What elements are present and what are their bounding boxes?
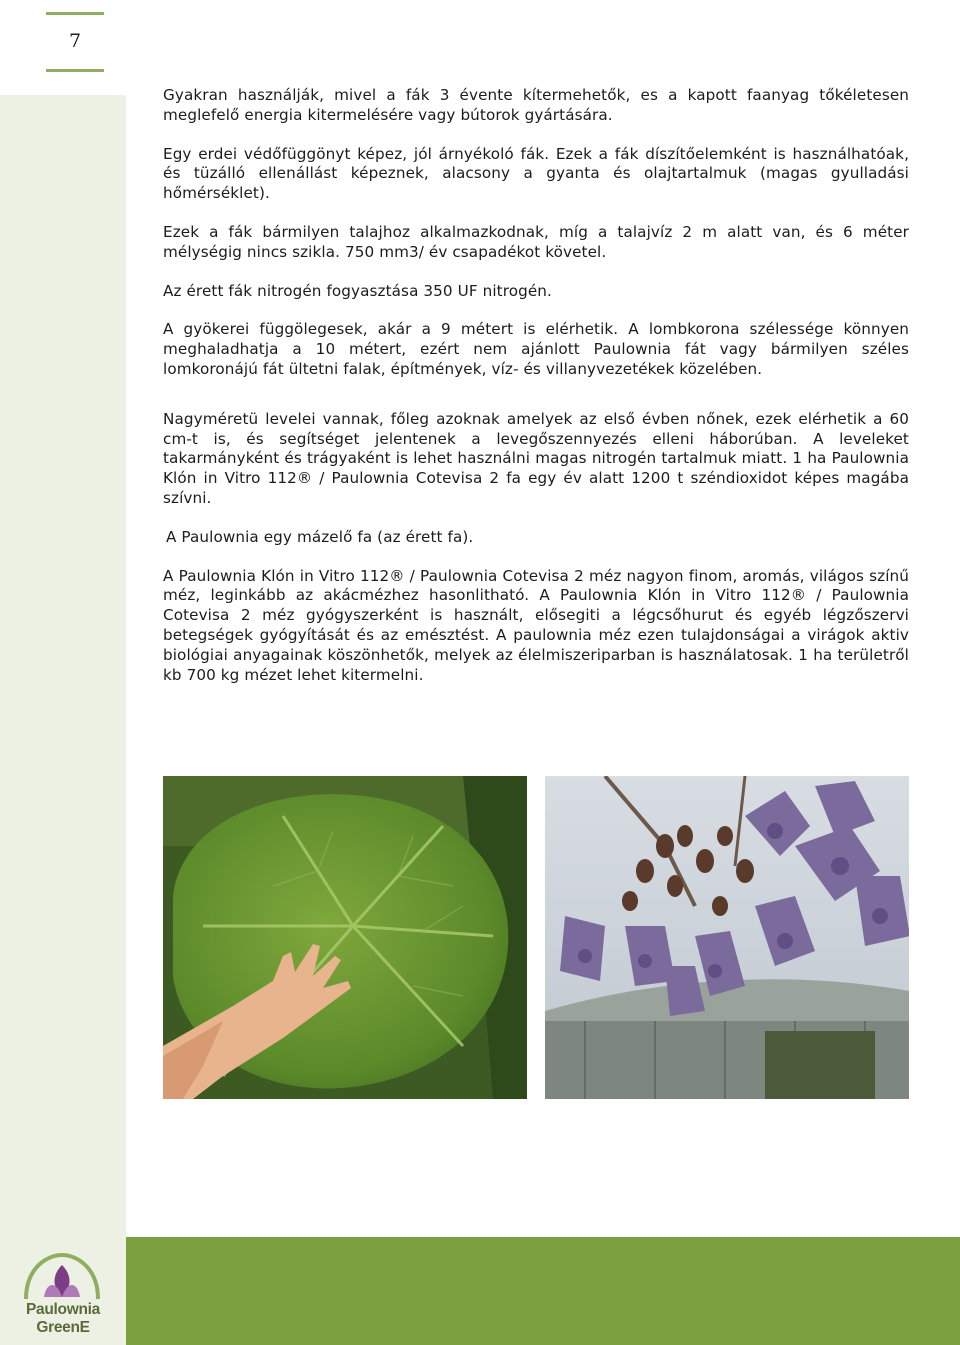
paragraph: A gyökerei függölegesek, akár a 9 métert is elérhetik. A lombkorona szélessége könnyen meghaladhatja a 10 métert, ezért nem ajánlott Paulownia fát vagy bármilyen széles lomkoronájú fát ültetni falak, építmények, víz- és villanyvezetékek közelében.	[163, 320, 909, 378]
paulownia-logo-icon	[14, 1251, 110, 1301]
paragraph: Az érett fák nitrogén fogyasztása 350 UF nitrogén.	[163, 281, 552, 300]
page-number-rule-bottom	[46, 69, 104, 72]
footer-band	[126, 1237, 960, 1345]
page-number-rule-top	[46, 12, 104, 15]
paragraph: A Paulownia egy mázelő fa (az érett fa).	[166, 527, 474, 546]
logo-text: Paulownia GreenE	[26, 1301, 100, 1336]
page-number: 7	[68, 30, 82, 52]
paragraph: Egy erdei védőfüggönyt képez, jól árnyékoló fák. Ezek a fák díszítőelemként is használhatóak, és tüzálló ellenállást képeznek, alacsony a gyanta és olajtartalmuk (magas gyulladási hőmérséklet).	[163, 144, 909, 203]
paragraph: Gyakran használják, mivel a fák 3 évente kítermehetők, es a kapott faanyag tőkéletesen meglefelő energia kitermelésére vagy bútorok gyártására.	[163, 86, 909, 124]
paragraph: Ezek a fák bármilyen talajhoz alkalmazkodnak, míg a talajvíz 2 m alatt van, és 6 méter mélységig nincs szikla. 750 mm3/ év csapadékot követel.	[163, 222, 909, 261]
page-number-box	[46, 12, 104, 72]
logo	[0, 1237, 126, 1345]
body-text	[163, 86, 909, 704]
left-margin-strip	[0, 95, 126, 1345]
photo-flowers	[545, 776, 909, 1099]
photo-giant-leaf	[163, 776, 527, 1099]
paragraph: Nagyméretü levelei vannak, főleg azoknak amelyek az első évben nőnek, ezek elérhetik a 60 cm-t is, és segítséget jelentenek a levegőszennyezés elleni háborúban. A leveleket takarmányként és trágyaként is lehet használni magas nitrogén tartalmuk miatt. 1 ha Paulownia Klón in Vitro 112® / Paulownia Cotevisa 2 fa egy év alatt 1200 t széndioxidot képes magába szívni.	[163, 409, 909, 507]
paragraph: A Paulownia Klón in Vitro 112® / Paulownia Cotevisa 2 méz nagyon finom, aromás, világos színű méz, leginkább az akácmézhez hasonlitható. A Paulownia Klón in Vitro 112® / Paulownia Cotevisa 2 méz gyógyszerként is használt, elősegiti a légcsőhurut és egyéb légzőszervi betegségek gyógyítását és az emésztést. A paulownia méz ezen tulajdonságai a virágok aktiv biológiai anyagainak köszönhetők, melyek az élelmiszeriparban is használatosak. 1 ha területről kb 700 kg mézet lehet kitermelni.	[163, 566, 909, 684]
